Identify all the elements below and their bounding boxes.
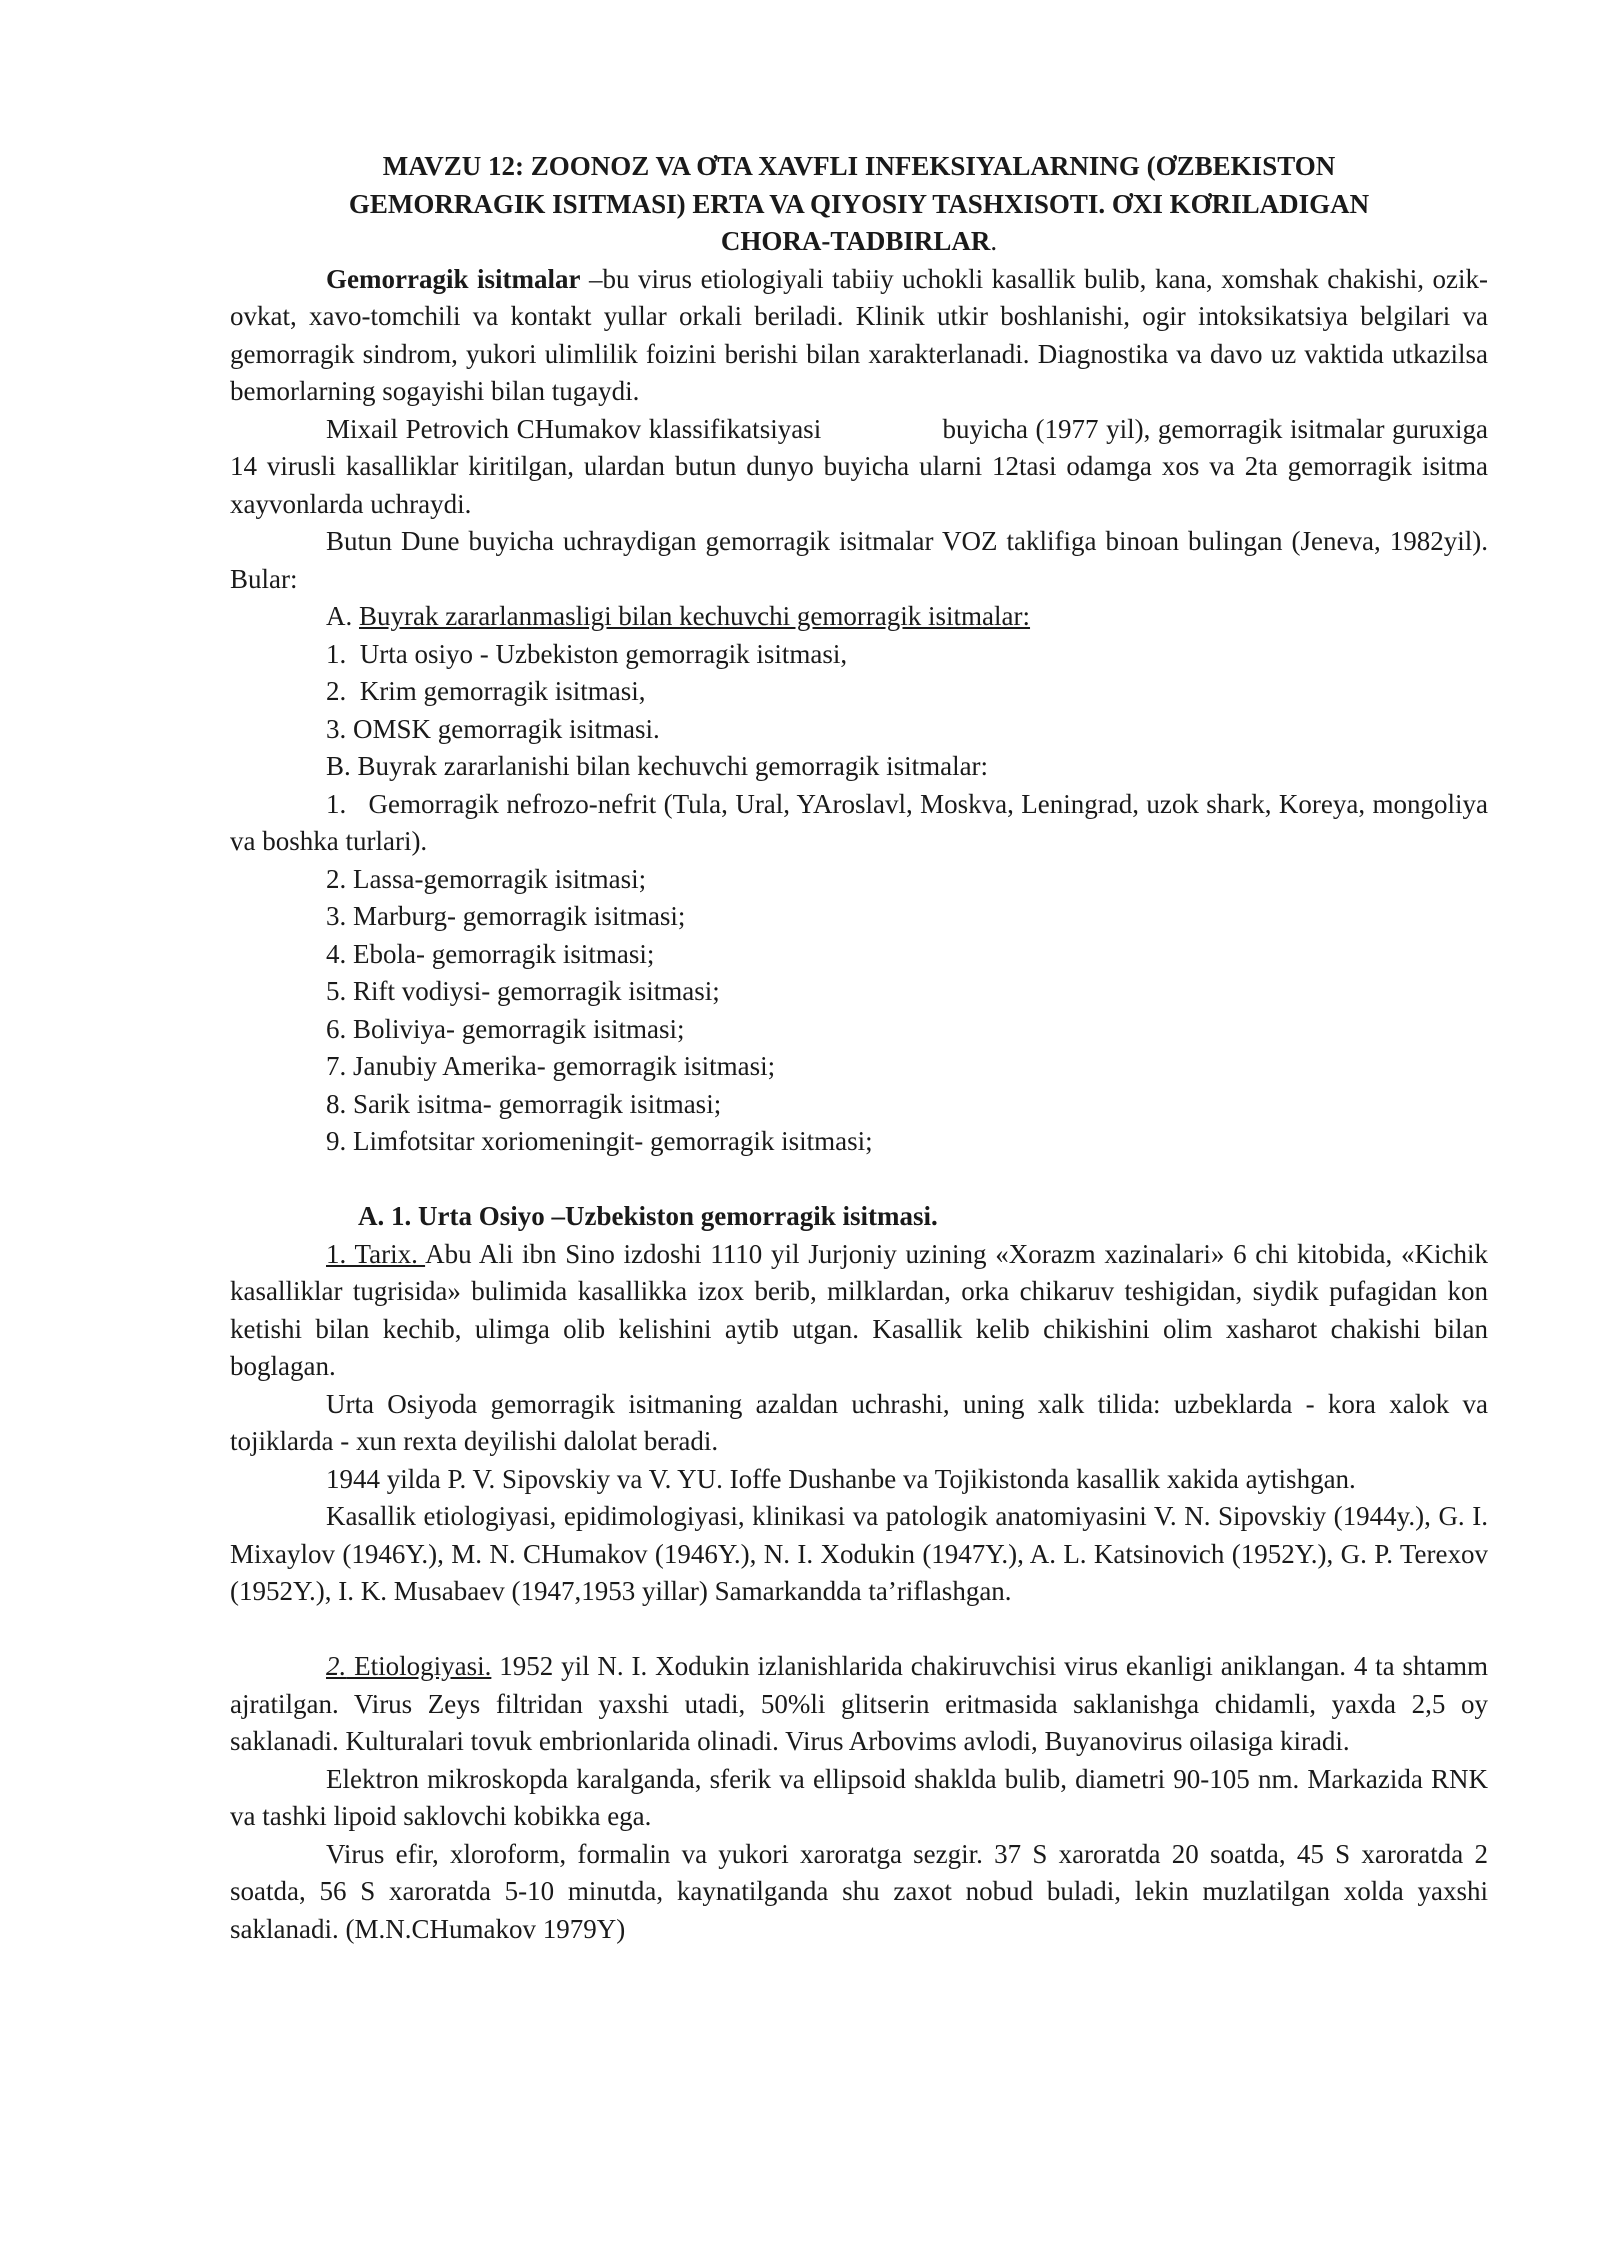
history-paragraph-4: Kasallik etiologiyasi, epidimologiyasi, klinikasi va patologik anatomiyasini V. N. Sipovskiy (1944y.), G. I. Mixaylov (1946Y.), M. N. CHumakov (1946Y.), N. I. Xodukin (1947Y.), A. L. Katsinovich (1952Y.), G. P. Terexov (1952Y.), I. K. Musabaev (1947,1953 yillar) Samarkandda ta’riflashgan. — [230, 1501, 1488, 1606]
document-title — [230, 148, 1488, 261]
spacer — [230, 1161, 1488, 1199]
history-paragraph-3: 1944 yilda P. V. Sipovskiy va V. YU. Ioffe Dushanbe va Tojikistonda kasallik xakida aytishgan. — [326, 1463, 1356, 1494]
etiology-paragraph-3: Virus efir, xloroform, formalin va yukori xaroratga sezgir. 37 S xaroratda 20 soatda, 45 S xaroratda 2 soatda, 56 S xaroratda 5-10 minutda, kaynatilganda shu zaxot nobud buladi, lekin muzlatilgan xolda yaxshi saklanadi. (M.N.CHumakov 1979Y) — [230, 1838, 1488, 1944]
list-item: 1. Urta osiyo - Uzbekiston gemorragik isitmasi, — [326, 638, 848, 669]
list-item: 1. Gemorragik nefrozo-nefrit (Tula, Ural, YAroslavl, Moskva, Leningrad, uzok shark, Koreya, mongoliya va boshka turlari). — [230, 788, 1495, 856]
title-line-2: GEMORRAGIK ISITMASI) ERTA VA QIYOSIY TASHXISOTI. ƠXI KƠRILADIGAN — [348, 188, 1370, 219]
section-heading: A. 1. Urta Osiyo –Uzbekiston gemorragik isitmasi. — [358, 1201, 938, 1231]
title-line-1: MAVZU 12: ZOONOZ VA ƠTA XAVFLI INFEKSIYALARNING (ƠZBEKISTON — [382, 151, 1336, 181]
etiology-label-number: 2. — [326, 1651, 347, 1681]
list-item: 8. Sarik isitma- gemorragik isitmasi; — [326, 1088, 722, 1119]
etiology-label-word: Etiologiyasi. — [346, 1651, 492, 1681]
classification-paragraph: Mixail Petrovich CHumakov klassifikatsiyasi buyicha (1977 yil), gemorragik isitmalar guruxiga 14 virusli kasalliklar kiritilgan, ulardan butun dunyo buyicha ularni 12tasi odamga xos va 2ta gemorragik isitma xayvonlarda uchraydi. — [230, 413, 1495, 519]
title-line-3 — [230, 223, 1488, 261]
list-item: 3. Marburg- gemorragik isitmasi; — [326, 901, 686, 931]
list-item: 5. Rift vodiysi- gemorragik isitmasi; — [326, 976, 720, 1006]
group-b-heading: B. Buyrak zararlanishi bilan kechuvchi gemorragik isitmalar: — [326, 751, 989, 781]
group-a-prefix: A. — [326, 601, 359, 631]
group-a-heading — [230, 598, 1488, 636]
list-item: 2. Krim gemorragik isitmasi, — [326, 676, 646, 706]
who-paragraph: Butun Dune buyicha uchraydigan gemorragik isitmalar VOZ taklifiga binoan bulingan (Jeneva, 1982yil). Bular: — [230, 526, 1488, 594]
history-text: Abu Ali ibn Sino izdoshi 1110 yil Jurjoniy uzining «Xorazm xazinalari» 6 chi kitobida, «Kichik kasalliklar tugrisida» bulimida kasallikka izox berib, milklardan, orka chikaruv teshigidan, siydik pufagidan kon ketishi bilan kechib, ulimga olib kelishini aytib utgan. Kasallik kelib chikishini olim xasharot chakishi bilan boglagan. — [230, 1238, 1488, 1381]
list-item: 2. Lassa-gemorragik isitmasi; — [326, 863, 647, 894]
title-line-3-end: . — [990, 226, 998, 256]
list-item: 6. Boliviya- gemorragik isitmasi; — [326, 1013, 685, 1044]
etiology-paragraph — [230, 1648, 1488, 1761]
list-item: 3. OMSK gemorragik isitmasi. — [326, 713, 660, 744]
intro-paragraph — [230, 261, 1488, 411]
intro-text: –bu virus etiologiyali tabiiy uchokli kasallik bulib, kana, xomshak chakishi, ozik-ovkat, xavo-tomchili va kontakt yullar orkali beriladi. Klinik utkir boshlanishi, ogir intoksikatsiya belgilari va gemorragik sindrom, yukori ulimlilik foizini berishi bilan xarakterlanadi. Diagnostika va davo uz vaktida utkazilsa bemorlarning sogayishi bilan tugaydi. — [230, 263, 1488, 406]
history-label: 1. Tarix. — [326, 1238, 426, 1269]
document-page — [230, 148, 1495, 1948]
list-item: 4. Ebola- gemorragik isitmasi; — [326, 938, 655, 969]
group-a-title: Buyrak zararlanmasligi bilan kechuvchi gemorragik isitmalar: — [359, 601, 1031, 631]
intro-term: Gemorragik isitmalar — [326, 263, 581, 294]
history-paragraph-2: Urta Osiyoda gemorragik isitmaning azaldan uchrashi, uning xalk tilida: uzbeklarda - kora xalok va tojiklarda - xun rexta deyilishi dalolat beradi. — [230, 1388, 1488, 1456]
spacer — [230, 1611, 1488, 1649]
history-paragraph — [230, 1236, 1488, 1386]
list-item: 7. Janubiy Amerika- gemorragik isitmasi; — [326, 1051, 776, 1081]
etiology-paragraph-2: Elektron mikroskopda karalganda, sferik va ellipsoid shaklda bulib, diametri 90-105 nm. Markazida RNK va tashki lipoid saklovchi kobikka ega. — [230, 1763, 1488, 1831]
etiology-text: 1952 yil N. I. Xodukin izlanishlarida chakiruvchisi virus ekanligi aniklangan. 4 ta shtamm ajratilgan. Virus Zeys filtridan yaxshi utadi, 50%li glitserin eritmasida saklanishga chidamli, yaxda 2,5 oy saklanadi. Kulturalari tovuk embrionlarida olinadi. Virus Arbovims avlodi, Buyanovirus oilasiga kiradi. — [230, 1651, 1489, 1756]
etiology-label — [326, 1651, 491, 1681]
list-item: 9. Limfotsitar xoriomeningit- gemorragik isitmasi; — [326, 1126, 873, 1156]
title-line-3-text: CHORA-TADBIRLAR — [720, 226, 991, 256]
